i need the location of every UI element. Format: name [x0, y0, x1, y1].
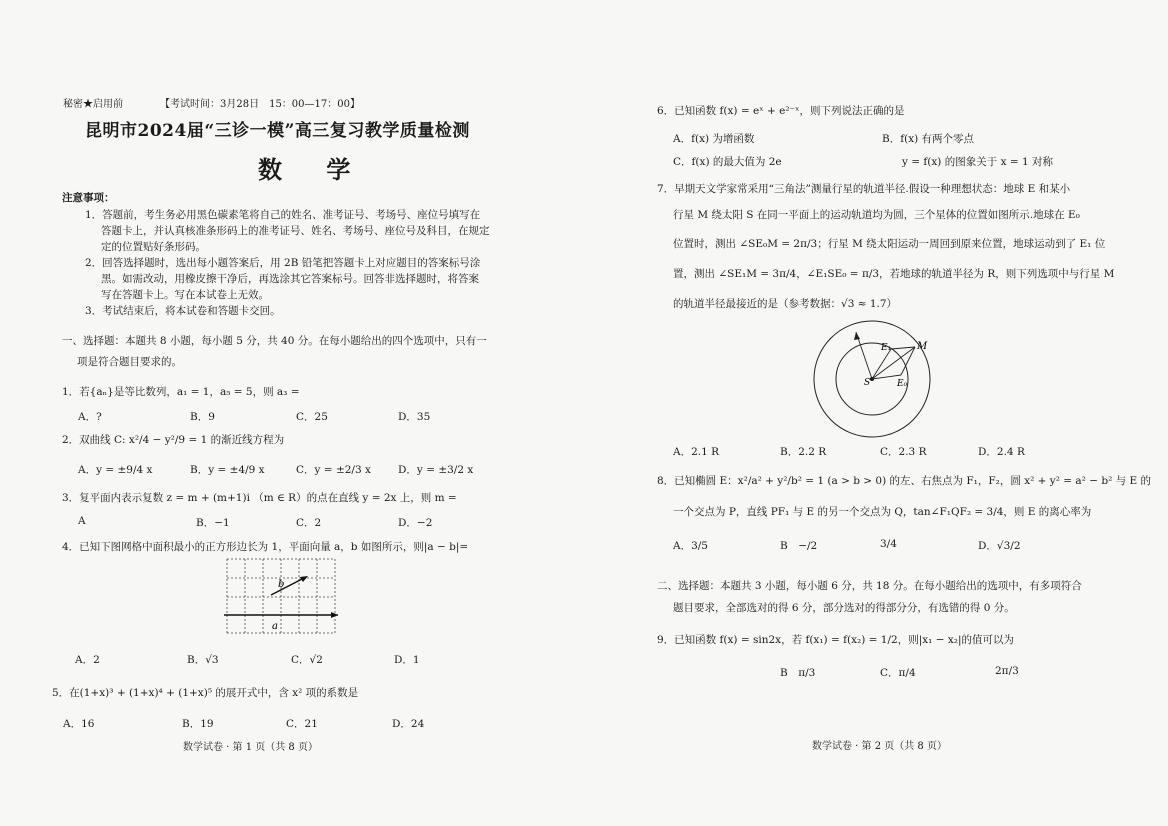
q3-option-c: C．2	[296, 517, 322, 529]
section2-heading-cont: 题目要求，全部选对的得 6 分，部分选对的得部分分，有选错的得 0 分。	[673, 602, 1015, 614]
question-7-line: 行星 M 绕太阳 S 在同一平面上的运动轨道均为圆，三个星体的位置如图所示.地球在 E₀	[673, 209, 1080, 221]
label-E0: E₀	[897, 379, 908, 389]
question-6-stem: 6．已知函数 f(x) = eˣ + e²⁻ˣ，则下列说法正确的是	[657, 105, 905, 117]
q7-option-b: B．2.2 R	[780, 446, 827, 458]
q6-option-a: A．f(x) 为增函数	[673, 133, 755, 145]
question-7-line: 7．早期天文学家常采用“三角法”测量行星的轨道半径.假设一种理想状态：地球 E 和某小	[657, 183, 1071, 195]
question-3-stem: 3．复平面内表示复数 z = m + (m+1)i （m ∈ R）的点在直线 y = 2x 上，则 m =	[62, 492, 457, 504]
q6-option-d: y = f(x) 的图象关于 x = 1 对称	[902, 156, 1053, 168]
vector-a-label: a	[272, 621, 278, 632]
exam-time: 【考试时间：3月28日 15：00—17：00】	[160, 99, 360, 110]
notes-heading: 注意事项：	[62, 192, 115, 204]
q1-option-b: B．9	[190, 411, 215, 423]
notes-line: 答题卡上，并认真核准条形码上的准考证号、姓名、考场号、座位号及科目，在规定	[101, 225, 490, 237]
q2-option-b: B．y = ±4/9 x	[190, 464, 265, 476]
question-8-line: 一个交点为 P，直线 PF₁ 与 E 的另一个交点为 Q，tan∠F₁QF₂ = 3/4，则 E 的离心率为	[673, 506, 1092, 518]
section2-heading: 二、选择题：本题共 3 小题，每小题 6 分，共 18 分。在每小题给出的选项中，有多项符合	[657, 580, 1082, 592]
notes-line: 写在答题卡上。写在本试卷上无效。	[101, 289, 269, 301]
q1-option-a: A．?	[78, 411, 102, 423]
q5-option-a: A．16	[63, 718, 95, 730]
q8-option-a: A．3/5	[673, 540, 708, 552]
q6-option-b: B．f(x) 有两个零点	[882, 133, 975, 145]
question-8-line: 8．已知椭圆 E：x²/a² + y²/b² = 1 (a > b > 0) 的左、右焦点为 F₁，F₂，圆 x² + y² = a² − b² 与 E 的	[657, 475, 1151, 487]
vector-grid-figure	[222, 555, 342, 637]
notes-line: 定的位置贴好条形码。	[101, 241, 206, 253]
q7-option-c: C．2.3 R	[880, 446, 927, 458]
label-S: S	[864, 378, 871, 388]
q3-option-b: B．−1	[196, 517, 230, 529]
question-9-stem: 9．已知函数 f(x) = sin2x，若 f(x₁) = f(x₂) = 1/2，则|x₁ − x₂|的值可以为	[657, 634, 1015, 646]
q3-option-a: A	[78, 515, 86, 527]
question-7-line: 位置时，测出 ∠SE₀M = 2π/3；行星 M 绕太阳运动一周回到原来位置，地球运动到了 E₁ 位	[673, 238, 1106, 250]
q9-option-d: 2π/3	[995, 665, 1019, 677]
label-E1: E₁	[881, 343, 892, 353]
q9-option-c: C．π/4	[880, 667, 916, 679]
question-4-stem: 4．已知下图网格中面积最小的正方形边长为 1，平面向量 a，b 如图所示，则|a − b|=	[62, 541, 469, 553]
question-7-line: 的轨道半径最接近的是（参考数据：√3 ≈ 1.7）	[673, 298, 898, 310]
question-7-line: 置，测出 ∠SE₁M = 3π/4，∠E₁SE₀ = π/3，若地球的轨道半径为 R，则下列选项中与行星 M	[673, 268, 1115, 280]
q2-option-d: D．y = ±3/2 x	[398, 464, 474, 476]
q7-option-a: A．2.1 R	[673, 446, 720, 458]
q4-option-b: B．√3	[187, 654, 219, 666]
q2-option-c: C．y = ±2/3 x	[296, 464, 371, 476]
vector-b-arrow	[271, 577, 306, 595]
question-2-stem: 2．双曲线 C: x²/4 − y²/9 = 1 的渐近线方程为	[62, 434, 285, 446]
question-1-stem: 1．若{aₙ}是等比数列，a₁ = 1，a₅ = 5，则 a₃ =	[62, 386, 300, 398]
q8-option-c: 3/4	[880, 538, 897, 550]
q2-option-a: A．y = ±9/4 x	[78, 464, 153, 476]
q7-option-d: D．2.4 R	[978, 446, 1025, 458]
notes-line: 3．考试结束后，将本试卷和答题卡交回。	[85, 305, 281, 317]
q1-option-c: C．25	[296, 411, 328, 423]
section1-heading: 一、选择题：本题共 8 小题，每小题 5 分，共 40 分。在每小题给出的四个选项中，只有一	[62, 335, 487, 347]
q4-option-d: D．1	[394, 654, 420, 666]
page-footer-left: 数学试卷 · 第 1 页（共 8 页）	[183, 742, 318, 753]
q4-option-a: A．2	[75, 654, 100, 666]
q1-option-d: D．35	[398, 411, 431, 423]
q8-option-d: D．√3/2	[978, 540, 1021, 552]
label-M: M	[917, 341, 928, 352]
q9-option-b: B π/3	[780, 667, 816, 679]
q4-option-c: C．√2	[291, 654, 323, 666]
q8-option-b: B −/2	[780, 540, 818, 552]
notes-line: 2．回答选择题时，选出每小题答案后，用 2B 铅笔把答题卡上对应题目的答案标号涂	[85, 257, 481, 269]
exam-title: 昆明市2024届“三诊一模”高三复习教学质量检测	[85, 121, 470, 141]
vector-b-label: b	[278, 579, 285, 590]
q5-option-d: D．24	[392, 718, 425, 730]
notes-line: 黑。如需改动，用橡皮擦干净后，再选涂其它答案标号。回答非选择题时，将答案	[101, 273, 479, 285]
q5-option-b: B．19	[182, 718, 214, 730]
q3-option-d: D．−2	[398, 517, 433, 529]
q6-option-c: C．f(x) 的最大值为 2e	[673, 156, 782, 168]
orbit-diagram	[811, 318, 933, 440]
q5-option-c: C．21	[286, 718, 318, 730]
secret-label: 秘密★启用前	[63, 99, 123, 110]
notes-line: 1．答题前，考生务必用黑色碳素笔将自己的姓名、准考证号、考场号、座位号填写在	[85, 209, 481, 221]
section1-heading-cont: 项是符合题目要求的。	[77, 356, 182, 368]
subject-title: 数 学	[258, 155, 369, 184]
question-5-stem: 5．在(1+x)³ + (1+x)⁴ + (1+x)⁵ 的展开式中，含 x² 项的系数是	[52, 687, 359, 699]
page-footer-right: 数学试卷 · 第 2 页（共 8 页）	[812, 741, 947, 752]
